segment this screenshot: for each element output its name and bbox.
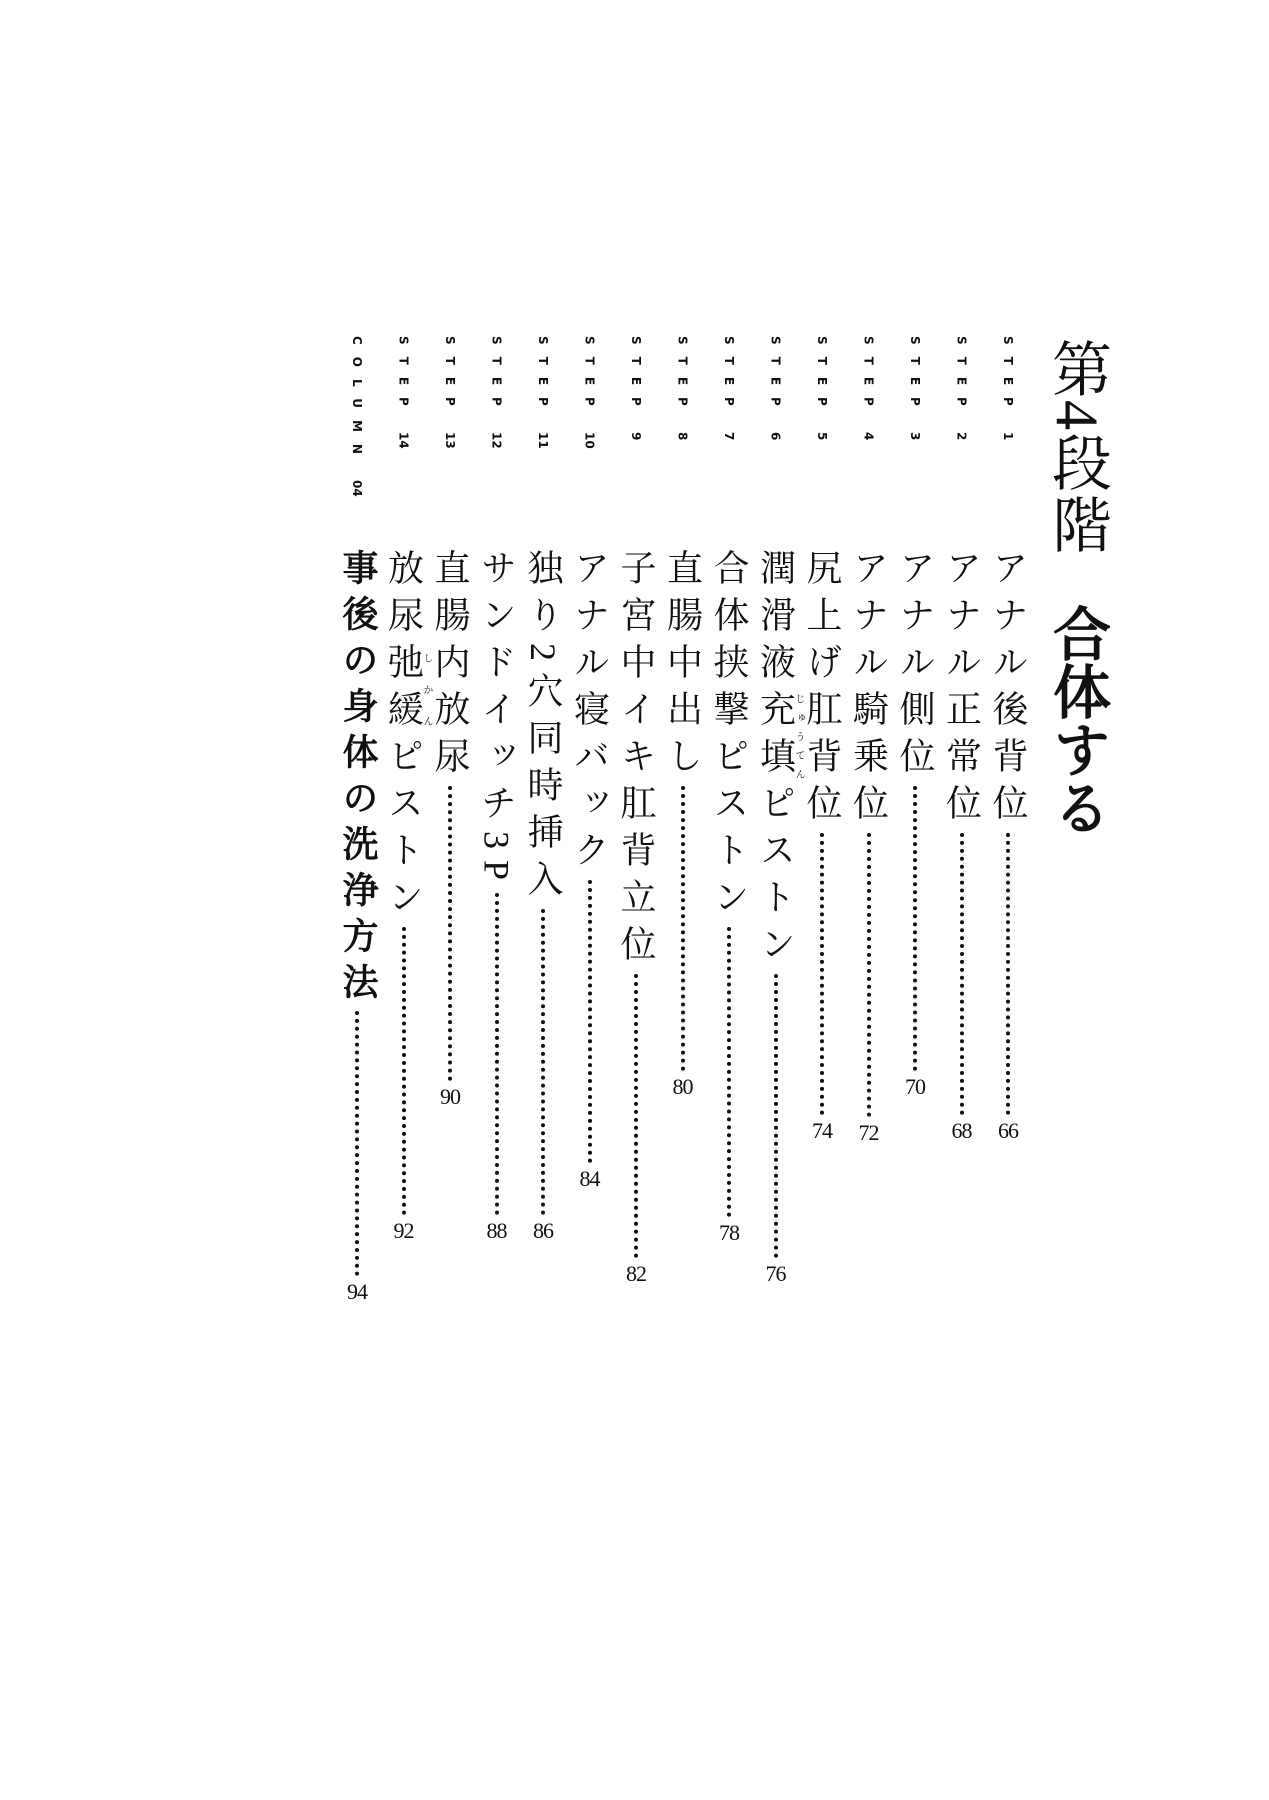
dot-leader xyxy=(402,927,406,1215)
step-number: 12 xyxy=(489,431,504,449)
step-number: 13 xyxy=(443,431,457,449)
chapter-heading xyxy=(1040,338,1114,836)
entry-text: 事後の身体の洗浄方法 xyxy=(337,549,378,1009)
step-label xyxy=(334,336,380,497)
toc-entry[interactable] xyxy=(753,549,804,1286)
entry-text: ピストン xyxy=(383,737,424,925)
toc-entry[interactable] xyxy=(520,549,566,1243)
page-number: 82 xyxy=(626,1261,646,1286)
toc-entry[interactable] xyxy=(381,549,432,1243)
step-number: 14 xyxy=(396,431,411,449)
step-word: STEP xyxy=(443,336,457,418)
entry-text: 尻上げ肛背位 xyxy=(802,549,842,831)
page-number: 66 xyxy=(998,1118,1018,1143)
step-label xyxy=(706,336,752,440)
step-word: STEP xyxy=(722,336,736,418)
entry-text: アナル側位 xyxy=(895,549,935,784)
step-number: 5 xyxy=(815,431,829,441)
step-number: 1 xyxy=(1001,431,1015,441)
chapter-number: 第4段階 xyxy=(1044,338,1110,556)
step-label xyxy=(846,336,892,440)
page-number: 90 xyxy=(440,1084,460,1109)
furigana: しかん xyxy=(421,643,432,737)
step-label xyxy=(985,336,1031,440)
step-label xyxy=(613,336,659,440)
toc-entry[interactable] xyxy=(474,549,520,1243)
step-word: STEP xyxy=(489,336,504,418)
entry-text: サンドイッチ3P xyxy=(476,549,517,892)
step-word: STEP xyxy=(954,336,969,418)
dot-leader xyxy=(1006,833,1010,1115)
dot-leader xyxy=(634,974,638,1258)
entry-text: 合体挟撃ピストン xyxy=(709,549,749,925)
page-number: 68 xyxy=(951,1118,972,1143)
page-number: 78 xyxy=(719,1220,739,1245)
dot-leader xyxy=(355,1011,359,1276)
dot-leader xyxy=(588,880,592,1163)
entry-text: 放尿 xyxy=(383,549,424,643)
toc-entry[interactable] xyxy=(799,549,845,1143)
step-label xyxy=(567,336,613,449)
step-label xyxy=(427,336,473,449)
entry-title xyxy=(569,549,610,878)
page-number: 76 xyxy=(765,1261,786,1286)
step-word: STEP xyxy=(861,336,876,418)
step-word: STEP xyxy=(396,336,411,418)
entry-title xyxy=(848,549,889,831)
entry-text: アナル騎乗位 xyxy=(848,549,889,831)
dot-leader xyxy=(913,786,917,1071)
dot-leader xyxy=(541,909,545,1215)
step-number: 8 xyxy=(675,431,690,441)
ruby-text: 充填じゅうてん xyxy=(755,690,804,784)
step-number: 11 xyxy=(536,431,550,449)
page-number: 94 xyxy=(347,1279,367,1304)
step-word: STEP xyxy=(815,336,829,418)
step-word: STEP xyxy=(768,336,783,418)
step-label xyxy=(799,336,845,440)
toc-entry[interactable] xyxy=(427,549,473,1109)
entry-text: アナル寝バック xyxy=(569,549,610,878)
step-number: 3 xyxy=(908,431,922,441)
entry-title xyxy=(476,549,517,892)
step-number: 7 xyxy=(722,431,736,441)
furigana: じゅうてん xyxy=(793,690,804,784)
entry-text: アナル正常位 xyxy=(941,549,982,831)
entry-title xyxy=(755,549,804,972)
page-number: 74 xyxy=(812,1118,832,1143)
entry-title xyxy=(432,549,468,784)
entry-title xyxy=(897,549,933,784)
dot-leader xyxy=(820,833,824,1115)
toc-entry[interactable] xyxy=(334,549,380,1304)
step-number: 2 xyxy=(954,431,969,441)
toc-entry[interactable] xyxy=(567,549,613,1191)
page-number: 88 xyxy=(486,1218,507,1243)
page-number: 92 xyxy=(393,1218,414,1243)
step-label xyxy=(753,336,799,440)
entry-title xyxy=(337,549,378,1009)
chapter-title: 合体する xyxy=(1043,604,1111,836)
entry-title xyxy=(525,549,561,907)
step-label xyxy=(381,336,427,449)
entry-text: 独り2穴同時挿入 xyxy=(523,549,563,907)
step-word: STEP xyxy=(536,336,550,418)
step-word: STEP xyxy=(675,336,690,418)
step-label xyxy=(520,336,566,449)
step-label xyxy=(892,336,938,440)
dot-leader xyxy=(960,833,964,1115)
page-number: 80 xyxy=(672,1074,693,1099)
page-number: 72 xyxy=(858,1120,879,1145)
step-number: 6 xyxy=(768,431,783,441)
toc-entry[interactable] xyxy=(892,549,938,1099)
entry-text: アナル後背位 xyxy=(988,549,1028,831)
toc-entry[interactable] xyxy=(613,549,659,1286)
entry-title xyxy=(383,549,432,925)
entry-text: 子宮中イキ肛背立位 xyxy=(616,549,656,972)
dot-leader xyxy=(681,786,685,1071)
toc-entry[interactable] xyxy=(985,549,1031,1143)
step-word: STEP xyxy=(629,336,643,418)
entry-title xyxy=(941,549,982,831)
entry-text: 直腸内放尿 xyxy=(430,549,470,784)
entry-title xyxy=(711,549,747,925)
entry-title xyxy=(662,549,703,784)
entry-text: 潤滑液 xyxy=(755,549,796,690)
step-number: 4 xyxy=(861,431,876,441)
dot-leader xyxy=(774,974,778,1258)
toc-entry[interactable] xyxy=(939,549,985,1143)
entry-title xyxy=(804,549,840,831)
entry-text: 直腸中出し xyxy=(662,549,703,784)
dot-leader xyxy=(867,833,871,1117)
step-word: STEP xyxy=(908,336,922,418)
step-number: 9 xyxy=(629,431,643,441)
page-number: 70 xyxy=(905,1074,925,1099)
step-number: 10 xyxy=(582,431,597,449)
toc-entry[interactable] xyxy=(660,549,706,1099)
step-word: STEP xyxy=(582,336,597,418)
toc-entry[interactable] xyxy=(846,549,892,1145)
toc-entry[interactable] xyxy=(706,549,752,1245)
step-word: COLUMN xyxy=(350,336,364,466)
step-label xyxy=(939,336,985,440)
step-label xyxy=(474,336,520,449)
dot-leader xyxy=(448,786,452,1081)
step-number: 04 xyxy=(350,479,364,497)
page-number: 84 xyxy=(579,1166,600,1191)
entry-title xyxy=(990,549,1026,831)
page-number: 86 xyxy=(533,1218,553,1243)
step-label xyxy=(660,336,706,440)
ruby-text: 弛緩しかん xyxy=(383,643,432,737)
entry-title xyxy=(618,549,654,972)
step-word: STEP xyxy=(1001,336,1015,418)
dot-leader xyxy=(727,927,731,1217)
dot-leader xyxy=(495,893,499,1215)
entry-text: ピストン xyxy=(755,784,796,972)
